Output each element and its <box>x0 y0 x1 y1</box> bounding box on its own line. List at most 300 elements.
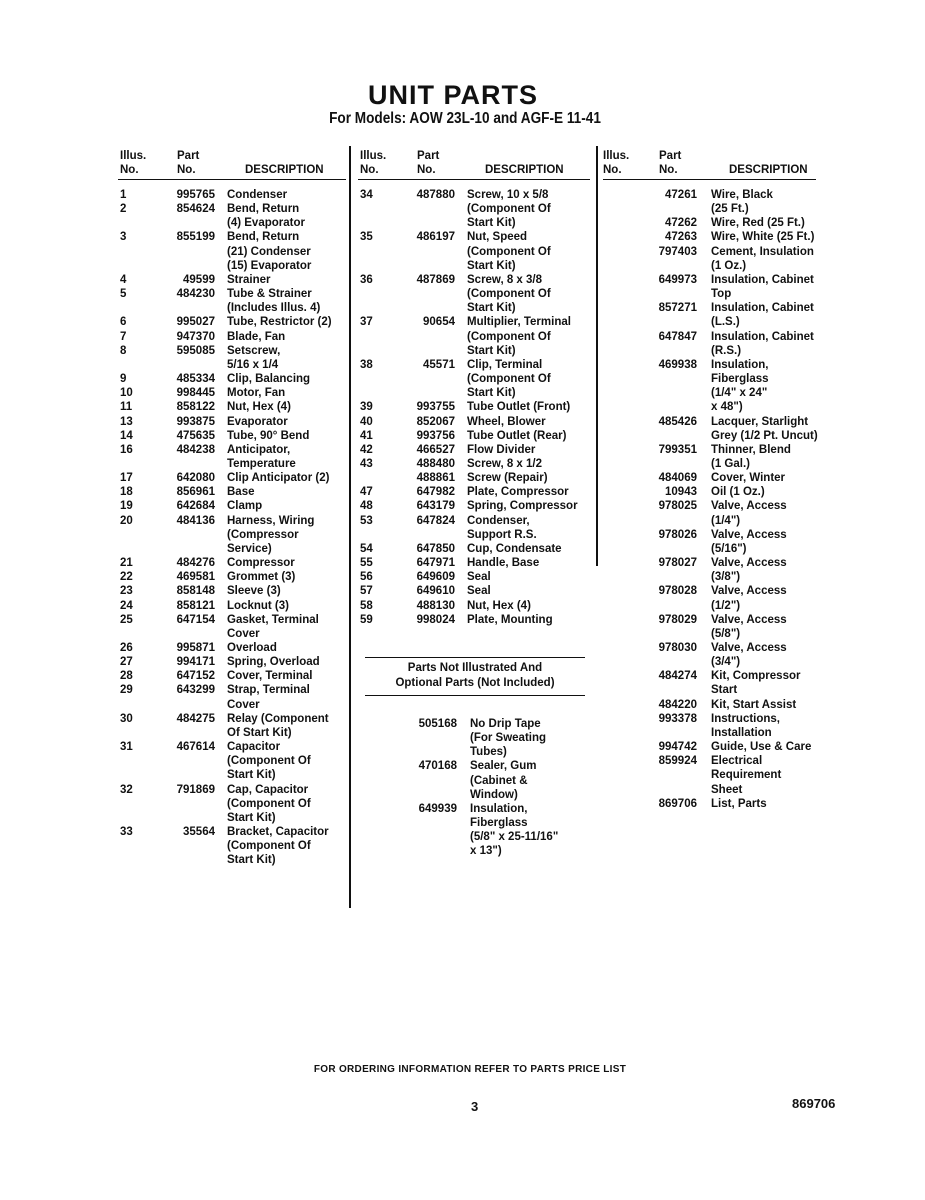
illus-number: 34 <box>360 189 373 201</box>
part-description: Cup, Condensate <box>467 542 562 555</box>
part-header-2: No. <box>417 164 436 176</box>
part-number: 647154 <box>176 613 215 626</box>
illus-number: 25 <box>120 613 133 626</box>
part-description: (5/16") <box>711 542 747 555</box>
part-number: 488130 <box>416 599 455 612</box>
part-description: (3/4") <box>711 656 741 669</box>
part-number: 486197 <box>416 231 455 244</box>
part-description: Anticipator, <box>227 443 291 456</box>
part-number: 505168 <box>418 718 457 730</box>
illus-number: 8 <box>120 344 127 357</box>
part-description: Kit, Start Assist <box>711 698 797 711</box>
illus-number: 40 <box>360 415 373 428</box>
part-number: 993755 <box>416 401 455 414</box>
part-description: Grey (1/2 Pt. Uncut) <box>711 429 818 442</box>
part-description: Window) <box>470 788 518 801</box>
part-number: 488480 <box>416 457 455 470</box>
part-description: Start <box>711 684 738 697</box>
table-row <box>118 202 346 230</box>
illus-number: 4 <box>120 273 127 286</box>
table-row <box>118 556 346 570</box>
illus-number: 32 <box>120 783 133 796</box>
part-number: 470168 <box>418 760 457 773</box>
part-number: 858122 <box>176 401 215 414</box>
table-row <box>358 188 590 230</box>
part-description: (Component Of <box>227 840 311 853</box>
part-description: 5/16 x 1/4 <box>227 358 279 371</box>
part-description: Overload <box>227 642 277 654</box>
table-row <box>603 641 816 669</box>
parts-rows <box>360 709 590 859</box>
illus-number: 33 <box>120 826 133 839</box>
table-row <box>118 599 346 613</box>
part-number: 484275 <box>176 712 215 725</box>
column-header <box>603 145 816 180</box>
part-description: Fiberglass <box>711 373 769 386</box>
table-row <box>118 415 346 429</box>
table-row <box>358 400 590 414</box>
part-description: Service) <box>227 542 272 555</box>
part-description: Evaporator <box>227 415 288 428</box>
illus-number: 17 <box>120 472 133 485</box>
table-row <box>118 613 346 641</box>
table-row <box>118 584 346 598</box>
part-number: 993378 <box>658 712 697 725</box>
table-row <box>603 471 816 485</box>
part-description: Lacquer, Starlight <box>711 415 809 428</box>
part-description: (25 Ft.) <box>711 203 749 216</box>
table-row <box>118 825 346 867</box>
column-divider <box>349 146 351 908</box>
part-number: 649610 <box>416 585 455 598</box>
table-row <box>118 514 346 556</box>
part-number: 978028 <box>658 585 697 598</box>
part-description: Kit, Compressor <box>711 670 801 683</box>
table-row <box>118 429 346 443</box>
table-row <box>358 613 590 627</box>
table-row <box>358 415 590 429</box>
not-illustrated-heading <box>365 657 585 696</box>
part-number: 994171 <box>176 656 215 669</box>
part-description: Condenser, <box>467 514 530 527</box>
part-number: 647847 <box>658 330 697 343</box>
illus-number: 35 <box>360 231 373 244</box>
part-description: (1 Gal.) <box>711 457 750 470</box>
part-description: Clip, Balancing <box>227 373 311 386</box>
table-row <box>118 655 346 669</box>
part-number: 643179 <box>416 500 455 513</box>
part-number: 995765 <box>176 189 215 201</box>
part-description: Tubes) <box>470 746 507 759</box>
page-title: UNIT PARTS <box>368 80 538 110</box>
part-number: 466527 <box>416 443 455 456</box>
part-description: Cover <box>227 627 260 640</box>
part-description: Bend, Return <box>227 231 300 244</box>
ordering-note: FOR ORDERING INFORMATION REFER TO PARTS PRICE LIST <box>313 1064 627 1075</box>
part-description: Start Kit) <box>467 217 516 230</box>
part-description: Tube, 90° Bend <box>227 429 310 442</box>
part-number: 647850 <box>416 542 455 555</box>
part-description: Sealer, Gum <box>470 760 537 773</box>
column-header <box>358 145 590 180</box>
part-description: Fiberglass <box>470 817 528 830</box>
illus-number: 38 <box>360 358 373 371</box>
part-description: Start Kit) <box>467 344 516 357</box>
part-number: 978025 <box>658 500 697 513</box>
part-number: 647152 <box>176 670 215 683</box>
table-row <box>603 528 816 556</box>
table-row <box>360 802 590 859</box>
part-description: (1/2") <box>711 599 741 612</box>
part-number: 799351 <box>658 443 697 456</box>
part-description: Screw, 8 x 1/2 <box>467 457 543 470</box>
table-row <box>118 443 346 471</box>
part-header-2: No. <box>659 164 678 176</box>
illus-number: 22 <box>120 571 133 584</box>
part-description: Valve, Access <box>711 528 787 541</box>
not-illustrated-heading-line-2: Optional Parts (Not Included) <box>395 677 555 689</box>
part-description: Locknut (3) <box>227 599 289 612</box>
table-row <box>603 415 816 443</box>
part-description: Valve, Access <box>711 557 787 570</box>
illus-number: 55 <box>360 557 373 570</box>
part-number: 649939 <box>418 802 457 815</box>
part-description: Tube, Restrictor (2) <box>227 316 332 329</box>
part-description: Multiplier, Terminal <box>467 316 571 329</box>
illus-number: 29 <box>120 684 133 697</box>
table-row <box>603 499 816 527</box>
part-description: Start Kit) <box>227 769 276 782</box>
part-number: 485334 <box>176 373 215 386</box>
part-description: Base <box>227 486 255 499</box>
part-description: Screw, 8 x 3/8 <box>467 273 543 286</box>
part-number: 90654 <box>423 316 455 329</box>
table-row <box>118 570 346 584</box>
illus-number: 11 <box>120 401 133 414</box>
part-number: 854624 <box>176 203 215 216</box>
part-description: Screw (Repair) <box>467 472 548 485</box>
illus-number: 18 <box>120 486 133 499</box>
part-description: (Cabinet & <box>470 774 528 787</box>
part-description: Plate, Mounting <box>467 613 553 626</box>
parts-column-1 <box>118 145 346 868</box>
part-number: 869706 <box>658 797 697 810</box>
table-row <box>118 712 346 740</box>
part-description: Cover <box>227 698 260 711</box>
table-row <box>358 429 590 443</box>
part-number: 995871 <box>176 642 215 654</box>
part-description: x 13") <box>470 845 502 858</box>
part-description: (Compressor <box>227 528 299 541</box>
part-number: 485426 <box>658 415 697 428</box>
table-row <box>358 443 590 457</box>
part-description: (Component Of <box>467 288 551 301</box>
illus-number: 31 <box>120 741 133 754</box>
part-number: 649973 <box>658 273 697 286</box>
part-description: Valve, Access <box>711 613 787 626</box>
part-description: Screw, 10 x 5/8 <box>467 189 549 201</box>
table-row <box>118 641 346 655</box>
table-row <box>603 485 816 499</box>
column-divider <box>596 146 598 566</box>
part-number: 857271 <box>658 302 697 315</box>
illus-number: 30 <box>120 712 133 725</box>
illus-header-1: Illus. <box>360 150 387 162</box>
part-number: 858148 <box>176 585 215 598</box>
table-row <box>603 797 816 811</box>
table-row <box>603 443 816 471</box>
illus-header-2: No. <box>120 164 139 176</box>
part-description: Relay (Component <box>227 712 329 725</box>
part-number: 484274 <box>658 670 697 683</box>
part-number: 35564 <box>183 826 215 839</box>
illus-number: 39 <box>360 401 373 414</box>
parts-rows <box>603 180 816 811</box>
part-number: 47261 <box>665 189 697 201</box>
part-description: Insulation, <box>711 358 769 371</box>
part-number: 647971 <box>416 557 455 570</box>
part-number: 595085 <box>176 344 215 357</box>
part-number: 852067 <box>416 415 455 428</box>
table-row <box>118 400 346 414</box>
part-description: (Component Of <box>467 373 551 386</box>
table-row <box>118 273 346 287</box>
part-description: Wire, White (25 Ft.) <box>711 231 815 244</box>
table-row <box>118 499 346 513</box>
part-header-1: Part <box>177 150 200 162</box>
table-row <box>603 754 816 796</box>
table-row <box>118 188 346 202</box>
illus-number: 54 <box>360 542 373 555</box>
illus-number: 42 <box>360 443 373 456</box>
part-description: Harness, Wiring <box>227 514 315 527</box>
table-row <box>360 759 590 801</box>
page-number: 3 <box>471 1099 479 1114</box>
table-row <box>118 372 346 386</box>
illus-number: 41 <box>360 429 373 442</box>
illus-number: 59 <box>360 613 373 626</box>
table-row <box>603 330 816 358</box>
parts-column-2 <box>358 145 590 627</box>
illus-number: 2 <box>120 203 127 216</box>
part-description: Clip Anticipator (2) <box>227 472 330 485</box>
part-number: 947370 <box>176 330 215 343</box>
table-row <box>603 273 816 301</box>
part-description: Requirement <box>711 769 782 782</box>
part-description: Support R.S. <box>467 528 537 541</box>
part-description: Sheet <box>711 783 743 796</box>
part-description: (1/4") <box>711 514 741 527</box>
illus-header-2: No. <box>603 164 622 176</box>
part-number: 49599 <box>183 273 215 286</box>
part-description: x 48") <box>711 401 743 414</box>
part-description: Condenser <box>227 189 288 201</box>
part-description: Clip, Terminal <box>467 358 543 371</box>
table-row <box>118 740 346 782</box>
part-description: (Component Of <box>467 203 551 216</box>
table-row <box>358 358 590 400</box>
part-number: 10943 <box>665 486 697 499</box>
part-description: Start Kit) <box>227 811 276 824</box>
part-description: (Component Of <box>227 755 311 768</box>
illus-number: 27 <box>120 656 133 669</box>
illus-number: 58 <box>360 599 373 612</box>
part-number: 484238 <box>176 443 215 456</box>
part-description: Insulation, Cabinet <box>711 330 814 343</box>
table-row <box>118 287 346 315</box>
part-number: 649609 <box>416 571 455 584</box>
table-row <box>603 301 816 329</box>
table-row <box>358 570 590 584</box>
table-row <box>603 230 816 244</box>
table-row <box>603 556 816 584</box>
part-number: 484069 <box>658 472 697 485</box>
part-description: (Component Of <box>467 245 551 258</box>
part-number: 484220 <box>658 698 697 711</box>
part-number: 855199 <box>176 231 215 244</box>
illus-number: 53 <box>360 514 373 527</box>
page-subtitle: For Models: AOW 23L-10 and AGF-E 11-41 <box>329 110 601 127</box>
part-number: 647982 <box>416 486 455 499</box>
part-description: Spring, Compressor <box>467 500 578 513</box>
part-number: 469581 <box>176 571 215 584</box>
part-description: No Drip Tape <box>470 718 541 730</box>
illus-number: 28 <box>120 670 133 683</box>
parts-rows <box>358 180 590 627</box>
table-row <box>118 386 346 400</box>
part-description: (4) Evaporator <box>227 217 305 230</box>
part-description: (15) Evaporator <box>227 259 312 272</box>
table-row <box>118 471 346 485</box>
part-description: Wire, Black <box>711 189 773 201</box>
part-number: 993875 <box>176 415 215 428</box>
table-row <box>358 584 590 598</box>
part-description: Cover, Winter <box>711 472 786 485</box>
part-description: Handle, Base <box>467 557 540 570</box>
part-number: 467614 <box>176 741 215 754</box>
document-number: 869706 <box>792 1096 836 1111</box>
illus-number: 26 <box>120 642 133 654</box>
part-description: Wheel, Blower <box>467 415 546 428</box>
part-number: 47262 <box>665 217 697 230</box>
part-description: Start Kit) <box>467 387 516 400</box>
part-number: 856961 <box>176 486 215 499</box>
illus-number: 20 <box>120 514 133 527</box>
table-row <box>603 358 816 415</box>
table-row <box>358 457 590 471</box>
part-description: Wire, Red (25 Ft.) <box>711 217 805 230</box>
part-description: Nut, Hex (4) <box>227 401 291 414</box>
illus-number: 3 <box>120 231 127 244</box>
part-description: Motor, Fan <box>227 387 286 400</box>
illus-number: 56 <box>360 571 373 584</box>
column-header <box>118 145 346 180</box>
illus-number: 13 <box>120 415 133 428</box>
table-row <box>358 499 590 513</box>
part-description: Instructions, <box>711 712 781 725</box>
part-description: (L.S.) <box>711 316 740 329</box>
part-number: 993756 <box>416 429 455 442</box>
part-description: Insulation, <box>470 802 528 815</box>
table-row <box>360 717 590 759</box>
illus-number: 47 <box>360 486 373 499</box>
part-description: (5/8" x 25-11/16" <box>470 831 559 844</box>
part-number: 487869 <box>416 273 455 286</box>
part-number: 643299 <box>176 684 215 697</box>
part-number: 791869 <box>176 783 215 796</box>
illus-number: 7 <box>120 330 127 343</box>
part-description: (3/8") <box>711 571 741 584</box>
not-illustrated-list <box>360 709 590 859</box>
part-number: 475635 <box>176 429 215 442</box>
part-number: 978026 <box>658 528 697 541</box>
part-description: Tube & Strainer <box>227 288 312 301</box>
part-number: 859924 <box>658 755 697 768</box>
part-number: 647824 <box>416 514 455 527</box>
part-header-2: No. <box>177 164 196 176</box>
part-description: Capacitor <box>227 741 281 754</box>
part-description: Cap, Capacitor <box>227 783 309 796</box>
part-number: 998445 <box>176 387 215 400</box>
illus-number: 6 <box>120 316 127 329</box>
illus-number: 24 <box>120 599 133 612</box>
part-description: (For Sweating <box>470 732 547 745</box>
part-description: Thinner, Blend <box>711 443 791 456</box>
description-header: DESCRIPTION <box>729 164 808 176</box>
table-row <box>603 740 816 754</box>
illus-number: 19 <box>120 500 133 513</box>
part-description: Spring, Overload <box>227 656 320 669</box>
part-header-1: Part <box>417 150 440 162</box>
part-description: (Includes Illus. 4) <box>227 302 321 315</box>
part-number: 998024 <box>416 613 455 626</box>
part-number: 978030 <box>658 642 697 654</box>
part-number: 484230 <box>176 288 215 301</box>
part-description: Valve, Access <box>711 500 787 513</box>
part-description: (1 Oz.) <box>711 259 747 272</box>
table-row <box>118 669 346 683</box>
illus-number: 21 <box>120 557 133 570</box>
part-description: List, Parts <box>711 797 767 810</box>
table-row <box>118 783 346 825</box>
part-number: 487880 <box>416 189 455 201</box>
part-description: Tube Outlet (Rear) <box>467 429 567 442</box>
illus-number: 23 <box>120 585 133 598</box>
part-description: Flow Divider <box>467 443 536 456</box>
table-row <box>118 344 346 372</box>
table-row <box>603 216 816 230</box>
table-row <box>603 698 816 712</box>
part-description: (Component Of <box>467 330 551 343</box>
part-number: 484136 <box>176 514 215 527</box>
table-row <box>358 315 590 357</box>
part-description: Setscrew, <box>227 344 281 357</box>
part-description: Oil (1 Oz.) <box>711 486 765 499</box>
part-description: Guide, Use & Care <box>711 741 812 754</box>
part-description: Insulation, Cabinet <box>711 273 814 286</box>
part-description: Temperature <box>227 457 296 470</box>
part-description: Strainer <box>227 273 271 286</box>
table-row <box>603 584 816 612</box>
part-description: Bracket, Capacitor <box>227 826 329 839</box>
illus-header-1: Illus. <box>603 150 630 162</box>
part-description: Start Kit) <box>227 854 276 867</box>
illus-number: 9 <box>120 373 127 386</box>
part-description: Top <box>711 288 732 301</box>
parts-column-3 <box>603 145 816 811</box>
illus-number: 14 <box>120 429 133 442</box>
part-number: 488861 <box>416 472 455 485</box>
